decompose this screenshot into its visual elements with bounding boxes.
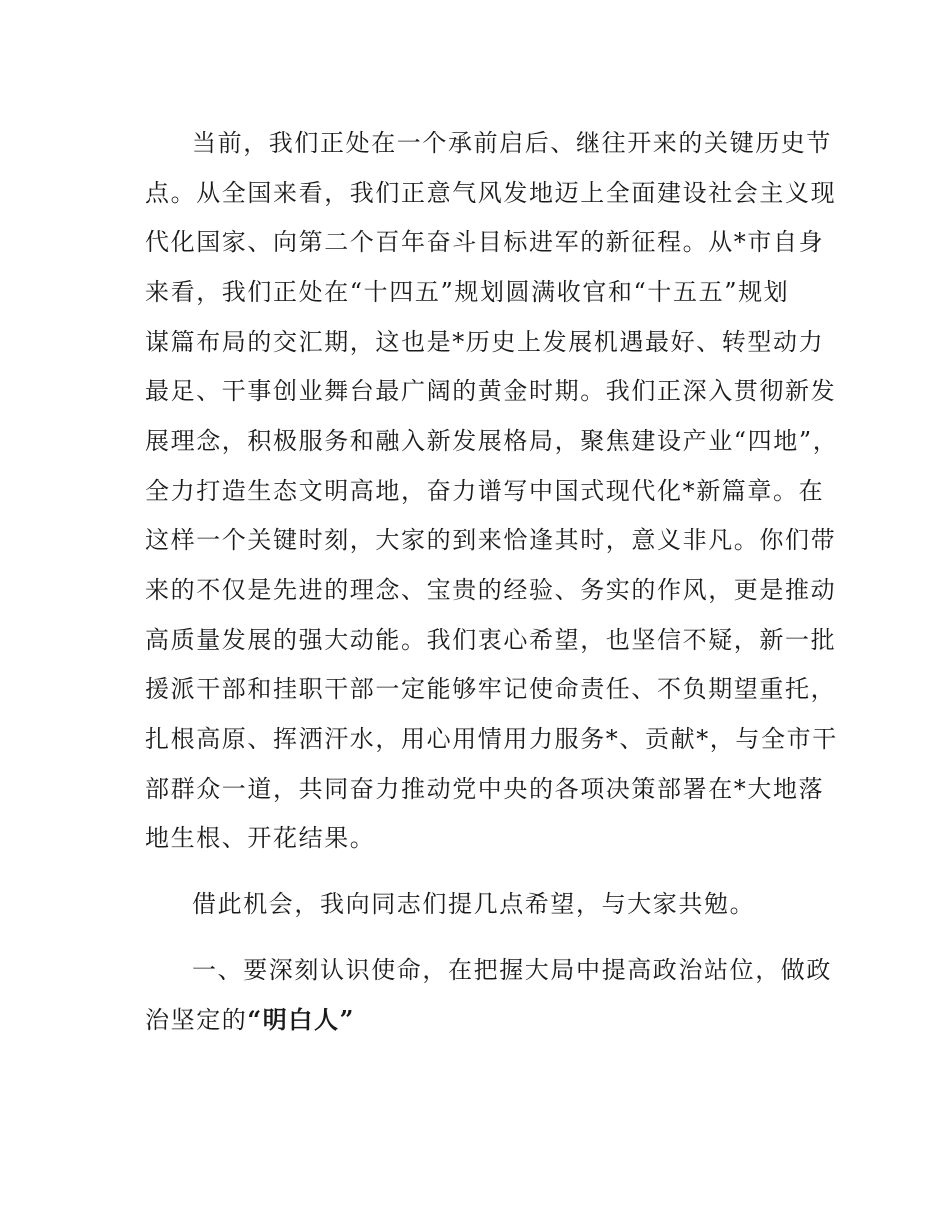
- paragraph-line: 地生根、开花结果。: [145, 824, 376, 852]
- paragraph-line: 扎根高原、挥洒汗水，用心用情用力服务*、贡献*，与全市干: [145, 725, 838, 753]
- paragraph-line: 部群众一道，共同奋力推动党中央的各项决策部署在*大地落: [145, 775, 825, 803]
- paragraph-line: 代化国家、向第二个百年奋斗目标进军的新征程。从*市自身: [145, 228, 825, 256]
- heading-emphasis: “明白人”: [247, 1005, 356, 1034]
- heading-text: 治坚定的: [145, 1006, 248, 1034]
- paragraph-line: 高质量发展的强大动能。我们衷心希望，也坚信不疑，新一批: [145, 626, 837, 654]
- paragraph-line: 这样一个关键时刻，大家的到来恰逢其时，意义非凡。你们带: [145, 526, 837, 554]
- section-heading-line: [145, 1004, 835, 1036]
- paragraph-line: 展理念，积极服务和融入新发展格局，聚焦建设产业“四地”，: [145, 427, 839, 455]
- paragraph-line: 援派干部和挂职干部一定能够牢记使命责任、不负期望重托，: [145, 675, 837, 703]
- section-heading-line: 一、要深刻认识使命，在把握大局中提高政治站位，做政: [192, 956, 832, 984]
- paragraph-line: 谋篇布局的交汇期，这也是*历史上发展机遇最好、转型动力: [145, 328, 825, 356]
- paragraph-line: 点。从全国来看，我们正意气风发地迈上全面建设社会主义现: [145, 179, 837, 207]
- paragraph-line: 全力打造生态文明高地，奋力谱写中国式现代化*新篇章。在: [145, 477, 825, 505]
- paragraph-line: 当前，我们正处在一个承前启后、继往开来的关键历史节: [192, 129, 832, 157]
- paragraph-line: 来的不仅是先进的理念、宝贵的经验、务实的作风，更是推动: [145, 576, 837, 604]
- paragraph-line: 来看，我们正处在“十四五”规划圆满收官和“十五五”规划: [145, 278, 790, 306]
- paragraph-2: 借此机会，我向同志们提几点希望，与大家共勉。: [192, 890, 756, 918]
- paragraph-line: 最足、干事创业舞台最广阔的黄金时期。我们正深入贯彻新发: [145, 377, 837, 405]
